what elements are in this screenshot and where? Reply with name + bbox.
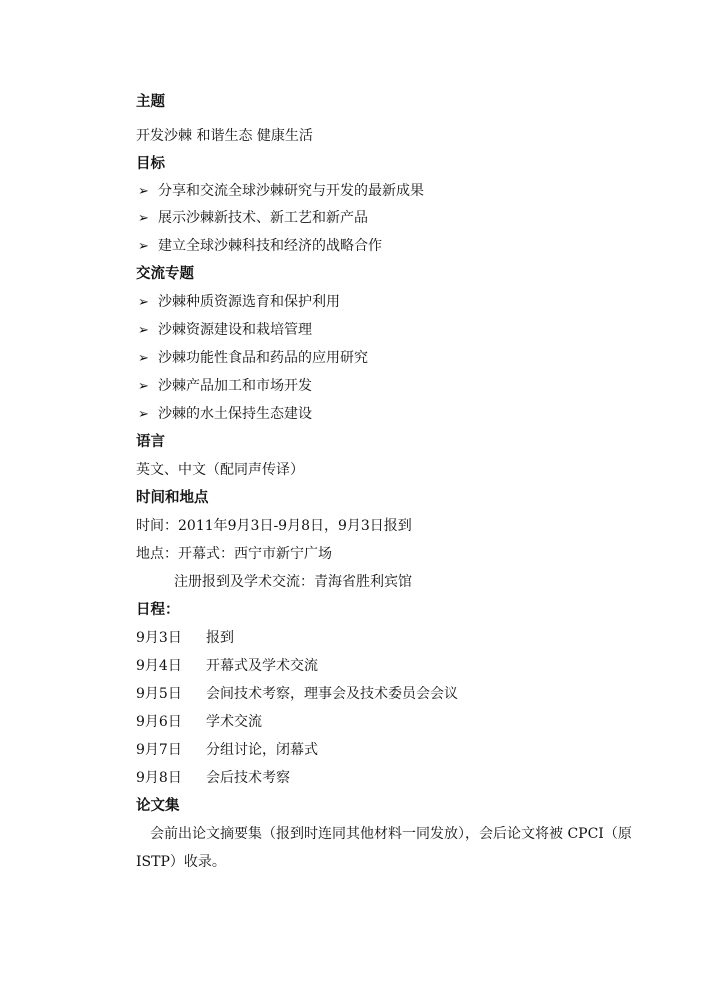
goal-item [138,236,382,257]
arrow-bullet-icon: ➢ [138,351,149,366]
topic-item [138,348,368,369]
schedule-date: 9月8日 [136,770,182,786]
time-place-heading: 时间和地点 [136,489,209,506]
proceedings-text-line1: 会前出论文摘要集（报到时连同其他材料一同发放），会后论文将被 CPCI（原 [150,826,632,842]
theme-text: 开发沙棘 和谐生态 健康生活 [136,128,313,144]
schedule-event: 报到 [206,630,234,646]
goal-item-text: 展示沙棘新技术、新工艺和新产品 [158,210,368,226]
schedule-event: 会间技术考察，理事会及技术委员会会议 [206,686,458,702]
language-text: 英文、中文（配同声传译） [136,462,304,478]
arrow-bullet-icon: ➢ [138,407,149,422]
schedule-row [136,740,318,760]
schedule-heading: 日程： [136,601,180,618]
topic-item-text: 沙棘种质资源选育和保护利用 [158,294,340,310]
goal-item-text: 分享和交流全球沙棘研究与开发的最新成果 [158,183,424,199]
proceedings-text-line2: ISTP）收录。 [136,854,226,870]
schedule-date: 9月3日 [136,630,182,646]
goal-item [138,208,368,229]
schedule-date: 9月5日 [136,686,182,702]
schedule-row [136,656,318,676]
topics-heading: 交流专题 [136,265,194,282]
schedule-event: 学术交流 [206,714,262,730]
schedule-event: 开幕式及学术交流 [206,658,318,674]
place-line-secondary: 注册报到及学术交流：青海省胜利宾馆 [174,574,412,590]
arrow-bullet-icon: ➢ [138,211,149,226]
arrow-bullet-icon: ➢ [138,184,149,199]
topic-item-text: 沙棘的水土保持生态建设 [158,406,312,422]
schedule-date: 9月4日 [136,658,182,674]
proceedings-heading: 论文集 [136,797,180,814]
schedule-date: 9月6日 [136,714,182,730]
goal-item-text: 建立全球沙棘科技和经济的战略合作 [158,238,382,254]
place-line: 地点：开幕式：西宁市新宁广场 [136,546,332,562]
theme-heading: 主题 [136,93,165,110]
goals-heading: 目标 [136,155,165,172]
topic-item-text: 沙棘产品加工和市场开发 [158,378,312,394]
goal-item [138,181,424,202]
schedule-row [136,684,458,704]
schedule-date: 9月7日 [136,742,182,758]
topic-item-text: 沙棘功能性食品和药品的应用研究 [158,350,368,366]
arrow-bullet-icon: ➢ [138,295,149,310]
topic-item [138,320,312,341]
topic-item [138,292,340,313]
topic-item-text: 沙棘资源建设和栽培管理 [158,322,312,338]
schedule-event: 会后技术考察 [206,770,290,786]
language-heading: 语言 [136,433,165,450]
arrow-bullet-icon: ➢ [138,239,149,254]
schedule-row [136,768,290,788]
arrow-bullet-icon: ➢ [138,379,149,394]
schedule-row [136,628,234,648]
topic-item [138,404,312,425]
topic-item [138,376,312,397]
time-line: 时间：2011年9月3日-9月8日，9月3日报到 [136,518,412,534]
schedule-event: 分组讨论，闭幕式 [206,742,318,758]
schedule-row [136,712,262,732]
arrow-bullet-icon: ➢ [138,323,149,338]
